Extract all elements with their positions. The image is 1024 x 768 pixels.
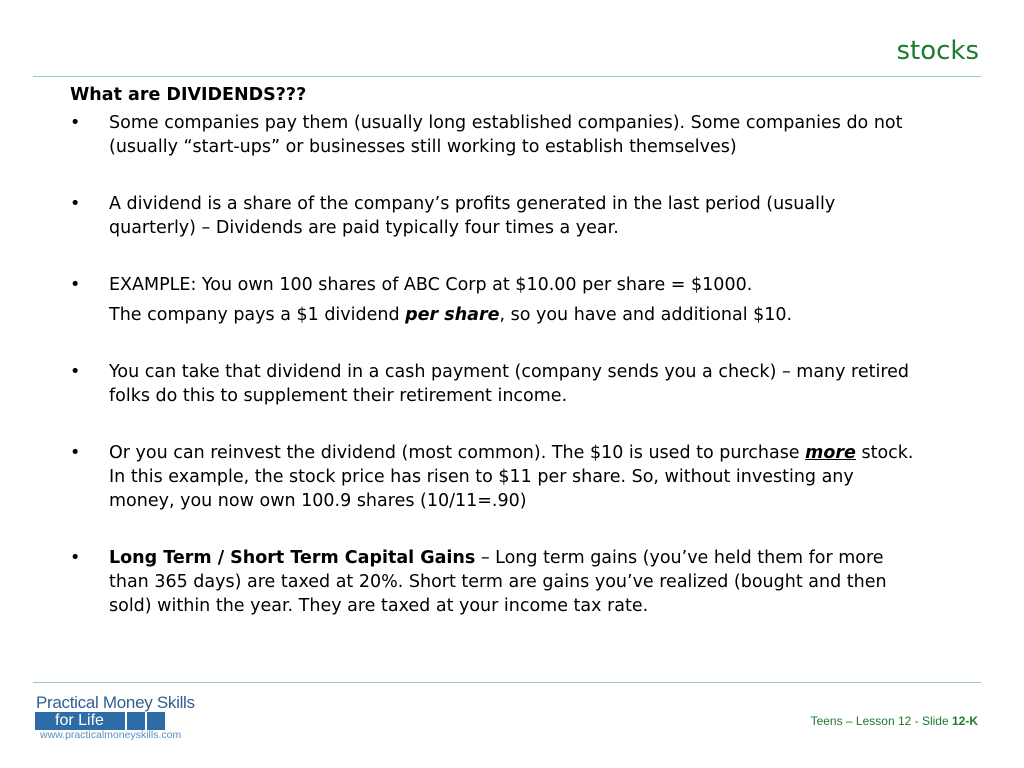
bullet-marker: • [70, 194, 81, 214]
bullet-text-after: stock. In this example, the stock price has risen to $11 per share. So, without investing any money, you now own 100.9 shares (10/11=.90) [109, 443, 914, 511]
slide-content [70, 83, 920, 618]
bullet-text: A dividend is a share of the company’s profits generated in the last period (usually quarterly) – Dividends are paid typically four times a year. [109, 194, 836, 238]
continuation-text: The company pays a $1 dividend [109, 305, 406, 325]
continuation-text-after: , so you have and additional $10. [499, 305, 793, 325]
bullet-item-1 [70, 111, 920, 159]
bullet-item-6 [70, 546, 920, 618]
logo-square [147, 712, 165, 730]
emphasis-more: more [805, 443, 856, 463]
bullet-item-5 [70, 441, 920, 513]
bullet-marker: • [70, 113, 81, 133]
bullet-item-2 [70, 192, 920, 240]
slide-title: stocks [896, 36, 979, 66]
logo-square [127, 712, 145, 730]
section-heading: What are DIVIDENDS??? [70, 85, 307, 105]
bullet-marker: • [70, 362, 81, 382]
bullet-marker: • [70, 548, 81, 568]
bullet-marker: • [70, 275, 81, 295]
bullet-continuation [70, 303, 920, 327]
emphasis-per-share: per share [405, 305, 500, 325]
logo-line1: Practical Money Skills [36, 693, 195, 712]
logo-line2: for Life [35, 712, 125, 730]
bullet-text: EXAMPLE: You own 100 shares of ABC Corp at $10.00 per share = $1000. [109, 275, 753, 295]
bullet-text: You can take that dividend in a cash payment (company sends you a check) – many retired folks do this to supplement their retirement income. [109, 362, 910, 406]
logo-boxes [35, 712, 165, 730]
bullet-text: Or you can reinvest the dividend (most common). The $10 is used to purchase [109, 443, 806, 463]
slide-number: 12-K [951, 714, 978, 728]
bullet-marker: • [70, 443, 81, 463]
top-divider [33, 76, 981, 77]
bullet-bold-lead: Long Term / Short Term Capital Gains [109, 548, 476, 568]
slide-label: Teens – Lesson 12 - Slide [810, 714, 952, 728]
bullet-item-4 [70, 360, 920, 408]
bullet-text: Some companies pay them (usually long established companies). Some companies do not (usually “start-ups” or businesses still working to establish themselves) [109, 113, 903, 157]
bullet-item-3 [70, 273, 920, 297]
practical-money-skills-logo [35, 693, 235, 745]
bullet-text: – Long term gains (you’ve held them for more than 365 days) are taxed at 20%. Short term are gains you’ve realized (bought and then sold) within the year. They are taxed at your income tax rate. [109, 548, 887, 616]
bottom-divider [33, 682, 981, 683]
slide-footer [811, 714, 978, 728]
logo-url: www.practicalmoneyskills.com [40, 729, 182, 741]
